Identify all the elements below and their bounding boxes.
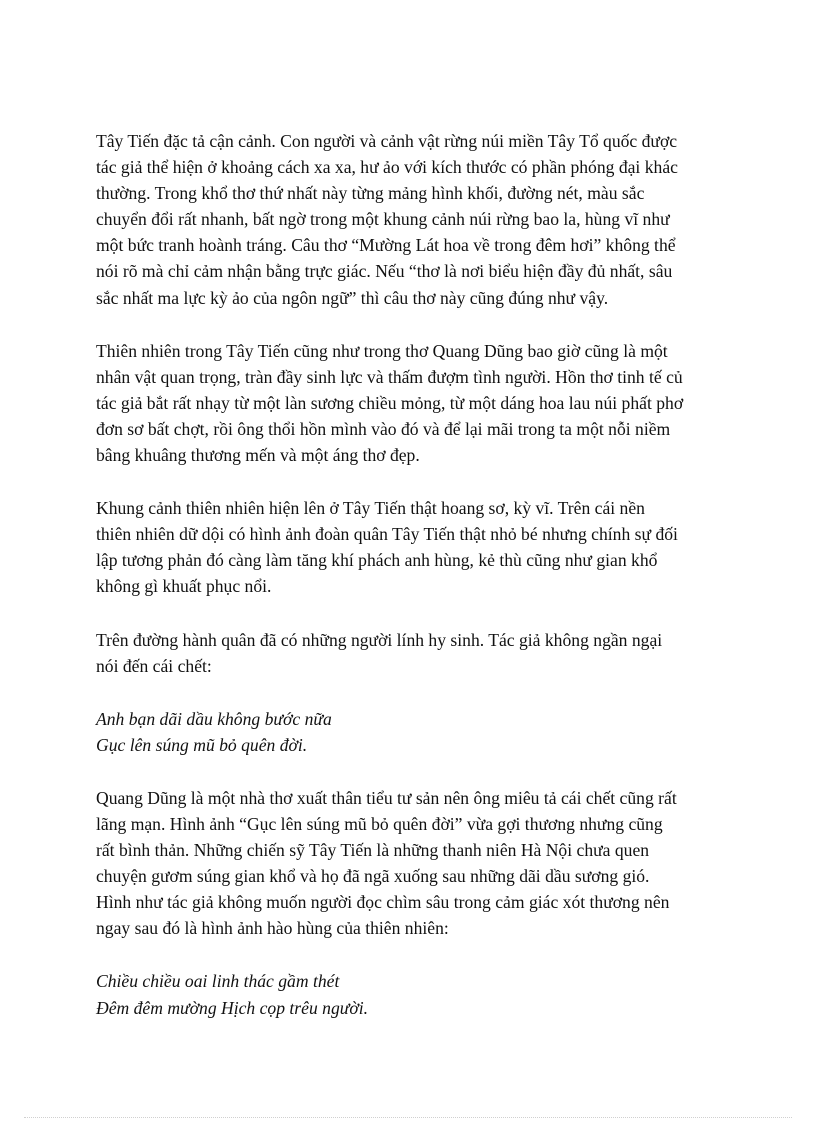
verse-line: Đêm đêm mường Hịch cọp trêu người. [96, 997, 369, 1018]
text-line: Hình như tác giả không muốn người đọc chìm sâu trong cảm giác xót thương nên [96, 892, 670, 913]
text-line: Tây Tiến đặc tả cận cảnh. Con người và cảnh vật rừng núi miền Tây Tổ quốc được [96, 131, 678, 151]
text-line: chuyển đổi rất nhanh, bất ngờ trong một khung cảnh núi rừng bao la, hùng vĩ như [96, 209, 670, 230]
text-line: thường. Trong khổ thơ thứ nhất này từng mảng hình khối, đường nét, màu sắc [96, 183, 645, 204]
text-line: Thiên nhiên trong Tây Tiến cũng như trong thơ Quang Dũng bao giờ cũng là một [96, 340, 668, 361]
text-line: Khung cảnh thiên nhiên hiện lên ở Tây Tiến thật hoang sơ, kỳ vĩ. Trên cái nền [96, 498, 645, 519]
text-line: Quang Dũng là một nhà thơ xuất thân tiểu tư sản nên ông miêu tả cái chết cũng rất [96, 787, 677, 808]
text-line: đơn sơ bất chợt, rồi ông thổi hồn mình vào đó và để lại mãi trong ta một nỗi niềm [96, 418, 671, 439]
text-line: chuyện gươm súng gian khổ và họ đã ngã xuống sau những dãi dầu sương gió. [96, 866, 650, 887]
text-line: nhân vật quan trọng, tràn đầy sinh lực và thấm đượm tình người. Hồn thơ tinh tế củ [96, 366, 683, 387]
text-line: nói đến cái chết: [96, 655, 212, 676]
verse-line: Anh bạn dãi dầu không bước nữa [96, 708, 332, 729]
text-line: bâng khuâng thương mến và một áng thơ đẹp. [96, 445, 420, 466]
paragraph-3 [96, 495, 736, 599]
paragraph-1 [96, 128, 736, 311]
text-line: tác giả bắt rất nhạy từ một làn sương chiều mỏng, từ một dáng hoa lau núi phất phơ [96, 392, 684, 413]
document-body [96, 128, 736, 1048]
verse-line: Chiều chiều oai linh thác gầm thét [96, 971, 340, 992]
text-line: một bức tranh hoành tráng. Câu thơ “Mường Lát hoa về trong đêm hơi” không thể [96, 235, 676, 256]
page-bottom-divider [24, 1117, 792, 1118]
text-line: không gì khuất phục nổi. [96, 576, 272, 597]
text-line: sắc nhất ma lực kỳ ảo của ngôn ngữ” thì câu thơ này cũng đúng như vậy. [96, 287, 609, 308]
paragraph-4 [96, 627, 736, 679]
verse-line: Gục lên súng mũ bỏ quên đời. [96, 734, 308, 755]
verse-quote-2 [96, 968, 736, 1020]
text-line: ngay sau đó là hình ảnh hào hùng của thiên nhiên: [96, 918, 449, 939]
text-line: tác giả thể hiện ở khoảng cách xa xa, hư ảo với kích thước có phần phóng đại khác [96, 157, 678, 178]
paragraph-5 [96, 785, 736, 942]
text-line: thiên nhiên dữ dội có hình ảnh đoàn quân Tây Tiến thật nhỏ bé nhưng chính sự đối [96, 524, 678, 545]
text-line: lập tương phản đó càng làm tăng khí phách anh hùng, kẻ thù cũng như gian khổ [96, 550, 658, 571]
text-line: nói rõ mà chỉ cảm nhận bằng trực giác. Nếu “thơ là nơi biểu hiện đầy đủ nhất, sâu [96, 261, 673, 282]
verse-quote-1 [96, 706, 736, 758]
paragraph-2 [96, 338, 736, 468]
text-line: rất bình thản. Những chiến sỹ Tây Tiến là những thanh niên Hà Nội chưa quen [96, 840, 650, 861]
text-line: lãng mạn. Hình ảnh “Gục lên súng mũ bỏ quên đời” vừa gợi thương nhưng cũng [96, 813, 663, 834]
text-line: Trên đường hành quân đã có những người lính hy sinh. Tác giả không ngần ngại [96, 629, 663, 650]
